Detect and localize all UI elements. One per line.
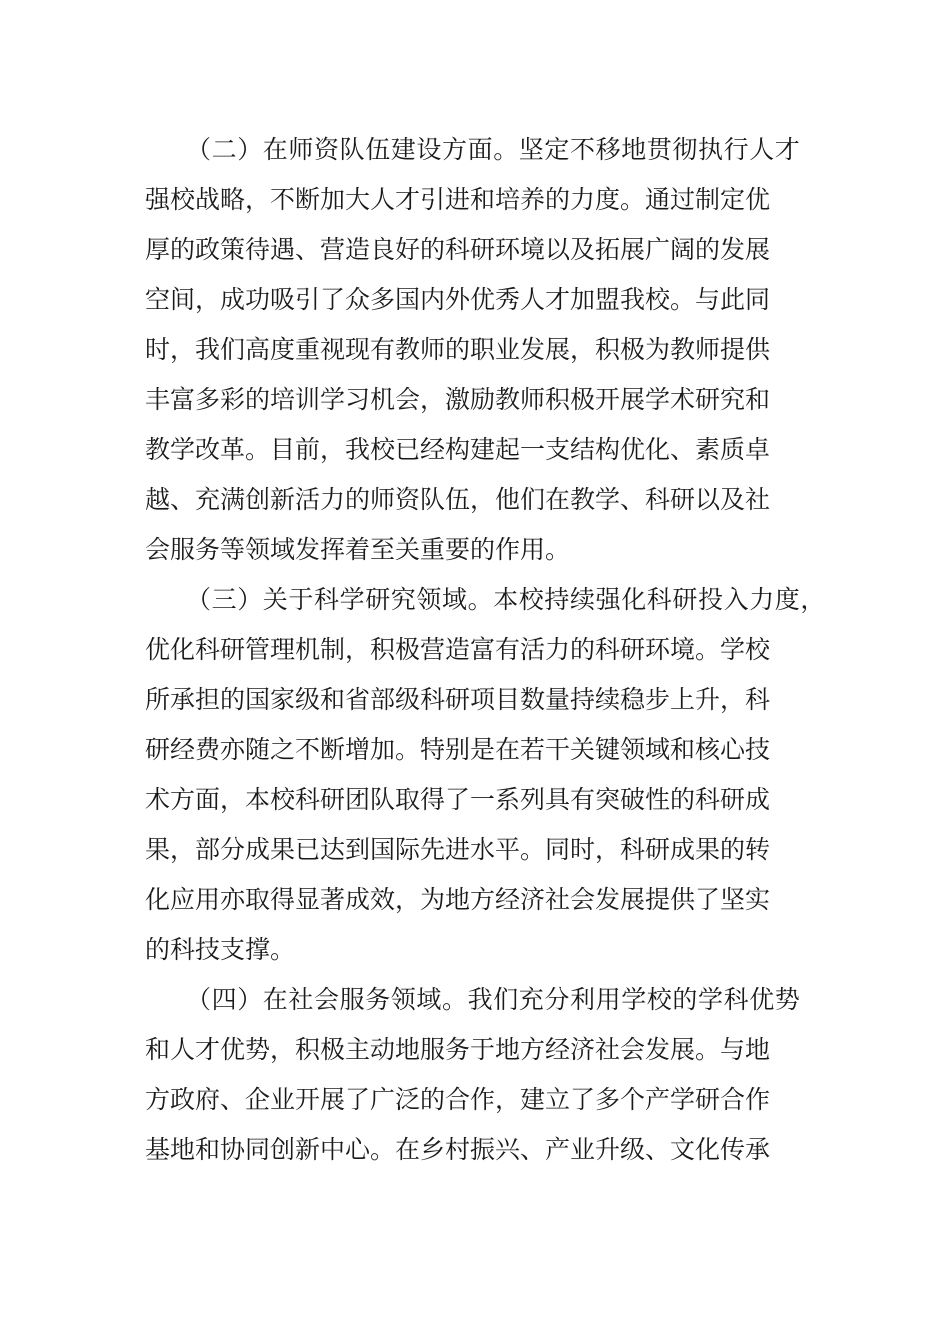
- paragraph-3-line-4: 研经费亦随之不断增加。特别是在若干关键领域和核心技: [145, 735, 771, 764]
- paragraph-2-line-2: 强校战略，不断加大人才引进和培养的力度。通过制定优: [145, 185, 771, 214]
- paragraph-2-line-1: （二）在师资队伍建设方面。坚定不移地贯彻执行人才: [186, 135, 801, 164]
- paragraph-2-line-9: 会服务等领域发挥着至关重要的作用。: [145, 535, 571, 564]
- paragraph-4-line-3: 方政府、企业开展了广泛的合作，建立了多个产学研合作: [145, 1085, 771, 1114]
- paragraph-2-line-6: 丰富多彩的培训学习机会，激励教师积极开展学术研究和: [145, 385, 771, 414]
- paragraph-4-line-1: （四）在社会服务领域。我们充分利用学校的学科优势: [186, 985, 801, 1014]
- paragraph-3-line-5: 术方面，本校科研团队取得了一系列具有突破性的科研成: [145, 785, 771, 814]
- paragraph-4-line-2: 和人才优势，积极主动地服务于地方经济社会发展。与地: [145, 1035, 771, 1064]
- paragraph-3-line-1: （三）关于科学研究领域。本校持续强化科研投入力度，: [186, 585, 827, 614]
- paragraph-2-line-5: 时，我们高度重视现有教师的职业发展，积极为教师提供: [145, 335, 771, 364]
- paragraph-3-line-2: 优化科研管理机制，积极营造富有活力的科研环境。学校: [145, 635, 771, 664]
- paragraph-3-line-6: 果，部分成果已达到国际先进水平。同时，科研成果的转: [145, 835, 771, 864]
- paragraph-3-line-8: 的科技支撑。: [145, 935, 296, 964]
- paragraph-4-line-4: 基地和协同创新中心。在乡村振兴、产业升级、文化传承: [145, 1135, 771, 1164]
- paragraph-3-line-3: 所承担的国家级和省部级科研项目数量持续稳步上升，科: [145, 685, 771, 714]
- paragraph-2-line-4: 空间，成功吸引了众多国内外优秀人才加盟我校。与此同: [145, 285, 771, 314]
- paragraph-3-line-7: 化应用亦取得显著成效，为地方经济社会发展提供了坚实: [145, 885, 771, 914]
- paragraph-2-line-3: 厚的政策待遇、营造良好的科研环境以及拓展广阔的发展: [145, 235, 771, 264]
- paragraph-2-line-7: 教学改革。目前，我校已经构建起一支结构优化、素质卓: [145, 435, 771, 464]
- paragraph-2-line-8: 越、充满创新活力的师资队伍，他们在教学、科研以及社: [145, 485, 771, 514]
